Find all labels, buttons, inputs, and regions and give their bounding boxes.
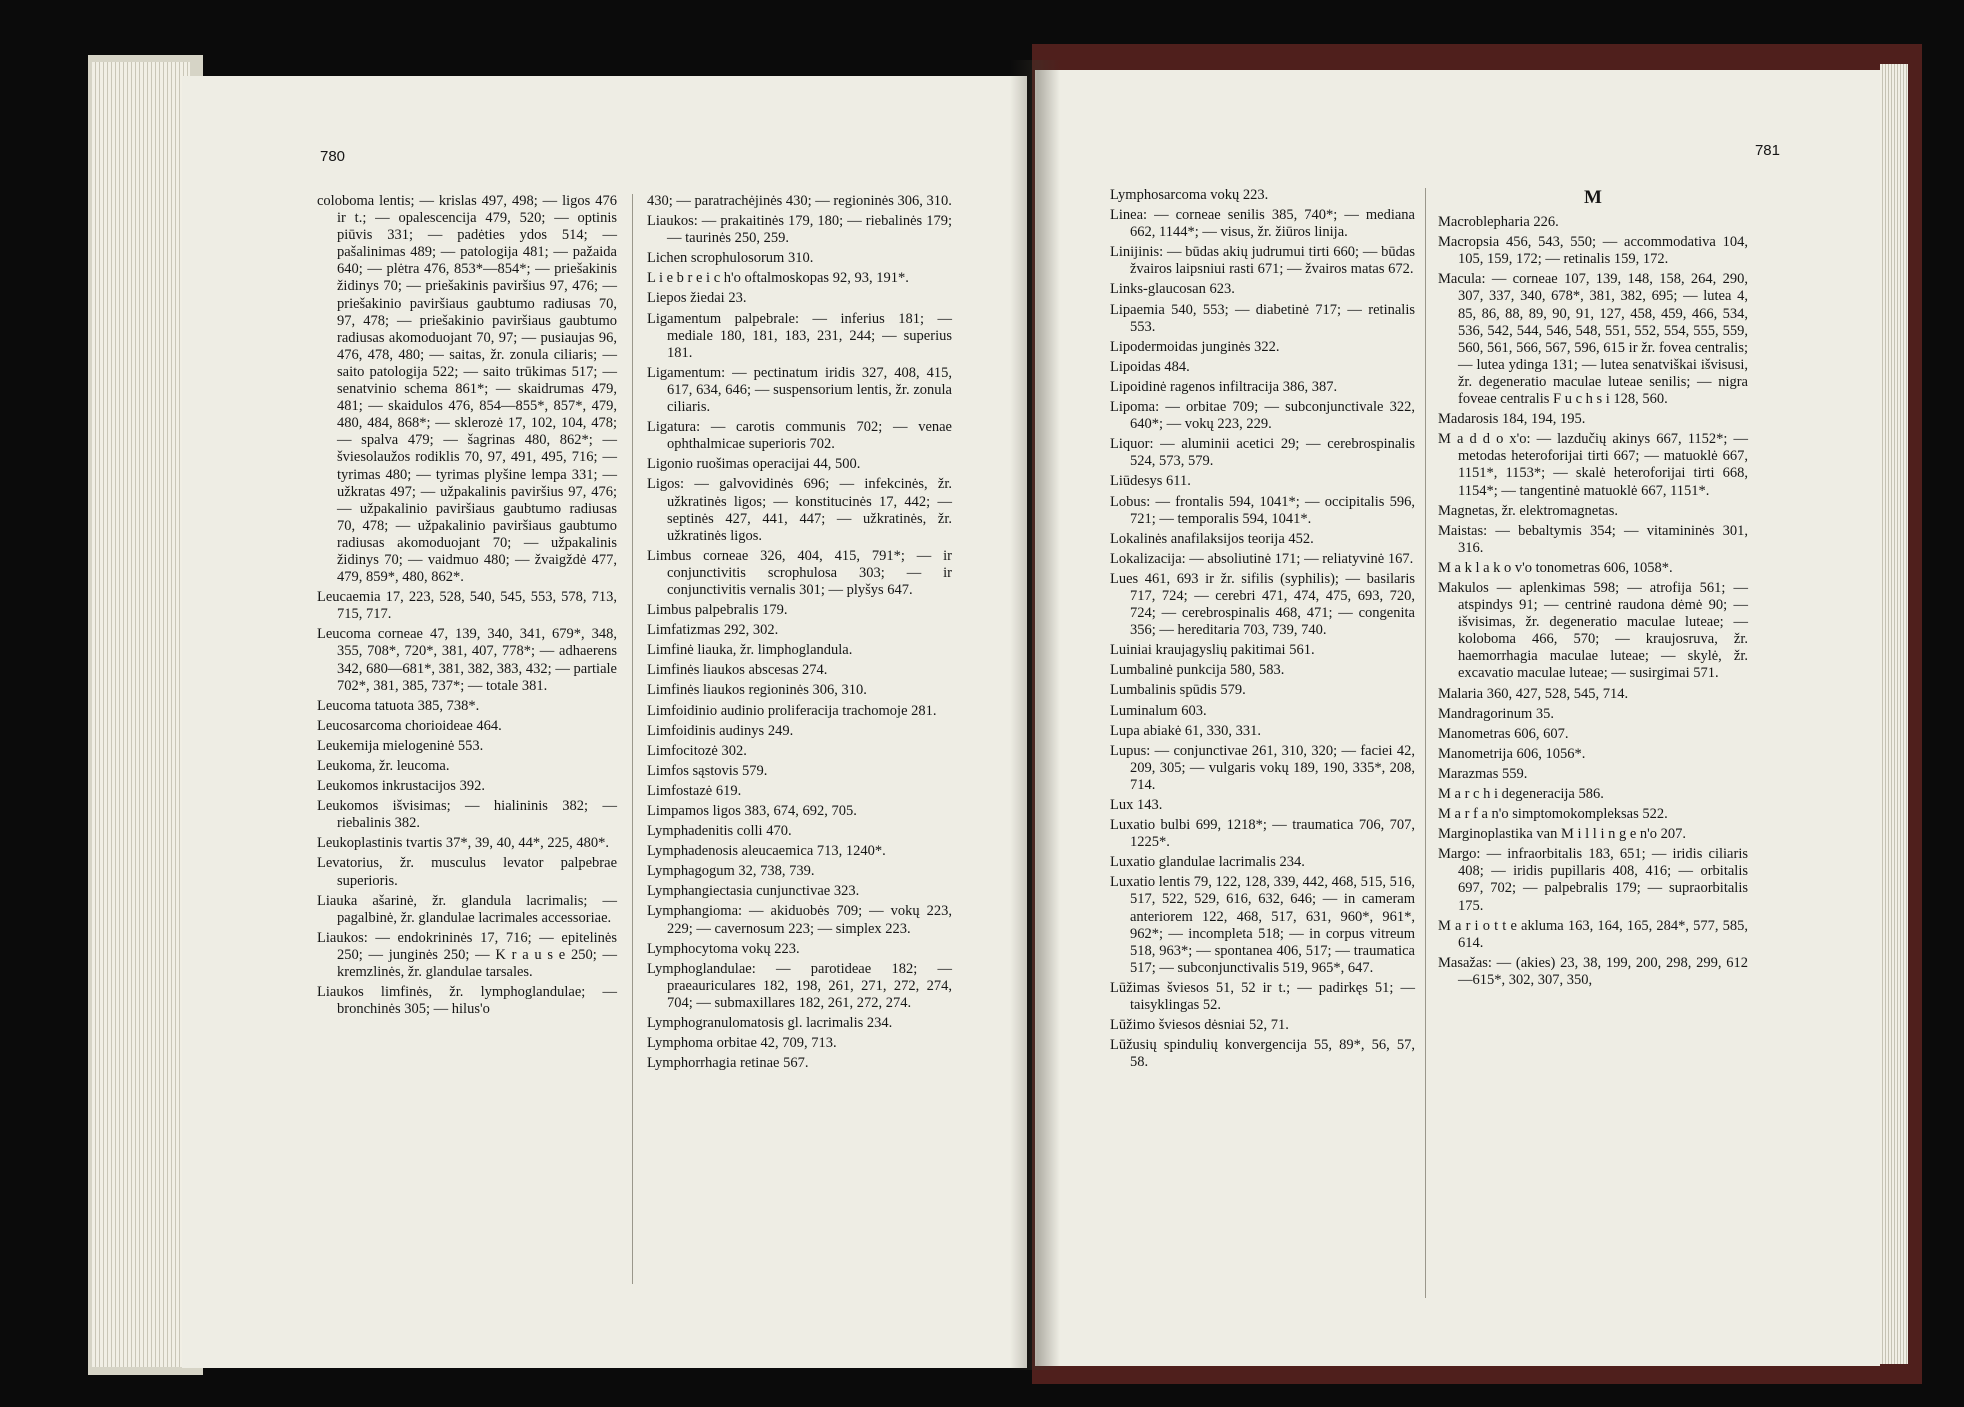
index-entry: Lipodermoidas junginės 322. (1110, 338, 1280, 355)
index-entry: Liaukos: — prakaitinės 179, 180; — riebalinės 179; — taurinės 250, 259. (647, 213, 952, 247)
index-entry: Leucoma tatuota 385, 738*. (317, 697, 480, 714)
index-entry: Limfinės liaukos regioninės 306, 310. (647, 682, 867, 699)
index-entry: Masažas: — (akies) 23, 38, 199, 200, 298, 299, 612—615*, 302, 307, 350, (1438, 954, 1748, 988)
index-entry: Linijinis: — būdas akių judrumui tirti 660; — būdas žvairos laipsniui rasti 671; — žvairos matas 672. (1110, 244, 1415, 278)
index-entry: Ligatura: — carotis communis 702; — venae ophthalmicae superioris 702. (647, 419, 952, 453)
page-number: 780 (320, 148, 346, 165)
index-entry: Leucaemia 17, 223, 528, 540, 545, 553, 578, 713, 715, 717. (317, 589, 617, 623)
index-entry: Lumbalinė punkcija 580, 583. (1110, 662, 1285, 679)
index-entry: M a r c h i degeneracija 586. (1438, 786, 1604, 802)
index-column (317, 193, 617, 1021)
index-entry: Leucosarcoma chorioideae 464. (317, 717, 502, 734)
index-entry: Luiniai kraujagyslių pakitimai 561. (1110, 642, 1315, 659)
index-entry: Lokalizacija: — absoliutinė 171; — reliatyvinė 167. (1110, 550, 1414, 567)
index-entry: Marazmas 559. (1438, 765, 1528, 782)
index-entry: Limfos sąstovis 579. (647, 762, 768, 779)
index-entry: Limfoidinis audinys 249. (647, 722, 794, 739)
index-entry: Lupa abiakė 61, 330, 331. (1110, 722, 1262, 739)
index-entry: Lymphogranulomatosis gl. lacrimalis 234. (647, 1015, 893, 1032)
column-rule (632, 194, 633, 1284)
index-entry: Liquor: — aluminii acetici 29; — cerebrospinalis 524, 573, 579. (1110, 436, 1415, 470)
index-entry: Lokalinės anafilaksijos teorija 452. (1110, 530, 1314, 547)
book-gutter (1010, 60, 1060, 1370)
index-entry: Limbus corneae 326, 404, 415, 791*; — ir conjunctivitis scrophulosa 303; — ir conjunctivitis vernalis 301; — plyšys 647. (647, 547, 952, 598)
index-entry: Lūžimas šviesos 51, 52 ir t.; — padirkęs 51; — taisyklingas 52. (1110, 979, 1415, 1014)
index-entry: Liūdesys 611. (1110, 473, 1191, 490)
index-entry: Limfoidinio audinio proliferacija trachomoje 281. (647, 702, 937, 719)
index-entry: Marginoplastika van M i l l i n g e n'o 207. (1438, 826, 1687, 843)
index-entry: Ligonio ruošimas operacijai 44, 500. (647, 456, 861, 473)
page-number: 781 (1754, 142, 1780, 159)
page-edges-left (92, 62, 190, 1367)
right-page (1035, 70, 1880, 1366)
index-entry: Ligamentum: — pectinatum iridis 327, 408, 415, 617, 634, 646; — suspensorium lentis, žr. zonula ciliaris. (647, 364, 952, 416)
index-entry: M a k l a k o v'o tonometras 606, 1058*. (1438, 559, 1673, 576)
index-entry: Magnetas, žr. elektromagnetas. (1438, 502, 1618, 519)
index-entry: Malaria 360, 427, 528, 545, 714. (1438, 685, 1629, 702)
index-entry: Luxatio bulbi 699, 1218*; — traumatica 706, 707, 1225*. (1110, 817, 1415, 851)
index-entry: Limpamos ligos 383, 674, 692, 705. (647, 803, 857, 819)
index-entry: Makulos — aplenkimas 598; — atrofija 561; — atspindys 91; — centrinė raudona dėmė 90; — išvisimas, žr. degeneratio maculae luteae; — koloboma 466, 570; — kraujosruva, žr. haemorrhagia maculae luteae; — skylė, žr. excavatio maculae luteae; — susirgimai 571. (1438, 579, 1748, 682)
index-entry: Lipaemia 540, 553; — diabetinė 717; — retinalis 553. (1110, 301, 1415, 335)
index-entry: Luminalum 603. (1110, 702, 1207, 719)
left-page (182, 76, 1027, 1368)
index-entry: Liaukos: — endokrininės 17, 716; — epitelinės 250; — junginės 250; — K r a u s e 250; — kremzlinės, žr. glandulae tarsales. (317, 929, 617, 981)
index-entry: Macropsia 456, 543, 550; — accommodativa 104, 105, 159, 172; — retinalis 159, 172. (1438, 234, 1748, 268)
index-entry: Lūžimo šviesos dėsniai 52, 71. (1110, 1017, 1289, 1034)
index-entry: Limfatizmas 292, 302. (647, 622, 779, 639)
index-entry: Liepos žiedai 23. (647, 290, 747, 307)
index-entry: Lymphadenosis aleucaemica 713, 1240*. (647, 843, 886, 860)
index-entry: Manometras 606, 607. (1438, 725, 1569, 742)
index-entry: Lymphadenitis colli 470. (647, 823, 792, 840)
index-entry: coloboma lentis; — krislas 497, 498; — ligos 476 ir t.; — opalescencija 479, 520; — optinis piūvis 331; — padėties ydos 514; — pašalinimas 489; — patologija 481; — pažaida 640; — plėtra 476, 853*—854*; — priešakinis židinys 70; — priešakinis paviršius 97, 476; — priešakinio paviršiaus gaubtumo radiusas 70, 97, 478; — priešakinio paviršiaus gaubtumo radiusas akomoduojant 70, 97; — pusiaujas 96, 476, 478, 480; — saitas, žr. zonula ciliaris; — saito patologija 522; — saito trūkimas 517; — senatvinio schema 861*; — skaidrumas 479, 481; — skaidulos 476, 854—855*, 857*, 479, 480, 484, 868*; — sklerozė 17, 102, 104, 478; — spalva 479; — šagrinas 480, 862*; — šviesolaužos rodiklis 70, 97, 491, 495, 716; — tyrimas 480; — tyrimas plyšine lempa 331; — užkratas 497; — užpakalinis paviršius 97, 476; — užpakalinio paviršiaus gaubtumo radiusas 70, 478; — užpakalinio paviršiaus gaubtumo radiusas akomoduojant 70; — užpakalinis židinys 70; — vaidmuo 480; — žvaigždė 477, 479, 859*, 480, 862*. (317, 193, 617, 586)
index-entry: Lymphoma orbitae 42, 709, 713. (647, 1035, 837, 1052)
index-entry: Luxatio glandulae lacrimalis 234. (1110, 854, 1305, 871)
index-entry: Levatorius, žr. musculus levator palpebrae superioris. (317, 855, 617, 889)
index-entry: Lichen scrophulosorum 310. (647, 250, 814, 267)
index-column (1110, 187, 1415, 1074)
section-letter: M (1584, 187, 1602, 208)
index-entry: Lobus: — frontalis 594, 1041*; — occipitalis 596, 721; — temporalis 594, 1041*. (1110, 493, 1415, 527)
index-column (647, 193, 952, 1075)
index-column (1438, 187, 1748, 992)
index-entry: Lues 461, 693 ir žr. sifilis (syphilis); — basilaris 717, 724; — cerebri 471, 474, 475, 693, 720, 724; — cerebrospinalis 468, 471; — congenita 356; — hereditaria 703, 739, 740. (1110, 570, 1415, 639)
index-entry: Lymphosarcoma vokų 223. (1110, 187, 1269, 203)
index-entry: 430; — paratrachėjinės 430; — regioninės 306, 310. (647, 193, 952, 209)
index-entry: Lumbalinis spūdis 579. (1110, 682, 1246, 699)
index-entry: Lipoidas 484. (1110, 358, 1190, 375)
page-edges-right (1880, 64, 1908, 1364)
index-entry: Leukemija mielogeninė 553. (317, 737, 484, 754)
index-entry: M a d d o x'o: — lazdučių akinys 667, 1152*; — metodas heteroforijai tirti 667; — matuoklė 667, 1151*, 1153*; — skalė heteroforijai tirti 668, 1154*; — tangentinė matuoklė 667, 1151*. (1438, 431, 1748, 499)
index-entry: Lipoma: — orbitae 709; — subconjunctivale 322, 640*; — vokų 223, 229. (1110, 399, 1415, 433)
index-entry: Margo: — infraorbitalis 183, 651; — iridis ciliaris 408; — iridis pupillaris 408, 416; — orbitalis 697, 702; — palpebralis 179; — supraorbitalis 175. (1438, 846, 1748, 914)
index-entry: Liauka ašarinė, žr. glandula lacrimalis; — pagalbinė, žr. glandulae lacrimales accessoriae. (317, 892, 617, 926)
index-entry: Ligamentum palpebrale: — inferius 181; — mediale 180, 181, 183, 231, 244; — superius 181. (647, 310, 952, 361)
index-entry: Lymphangiectasia cunjunctivae 323. (647, 883, 860, 900)
index-entry: Macula: — corneae 107, 139, 148, 158, 264, 290, 307, 337, 340, 678*, 381, 382, 695; — lutea 4, 85, 86, 88, 89, 90, 91, 127, 458, 459, 466, 534, 536, 542, 544, 546, 548, 551, 552, 554, 555, 559, 560, 561, 566, 567, 596, 615 ir žr. fovea centralis; — lutea ydinga 131; — lutea senatviškai išvisusi, žr. degeneratio maculae luteae senilis; — nigra foveae centralis F u c h s i 128, 560. (1438, 271, 1748, 408)
index-entry: Lymphoglandulae: — parotideae 182; — praeauriculares 182, 198, 261, 271, 272, 274, 704; — submaxillares 182, 261, 272, 274. (647, 960, 952, 1011)
index-entry: M a r f a n'o simptomokompleksas 522. (1438, 806, 1668, 823)
index-entry: Luxatio lentis 79, 122, 128, 339, 442, 468, 515, 516, 517, 522, 529, 616, 632, 646; — in cameram anteriorem 122, 468, 517, 631, 960*, 961*, 962*; — incompleta 518; — in corpus vitreum 518, 963*; — spontanea 406, 517; — traumatica 517; — subconjunctivalis 519, 965*, 647. (1110, 874, 1415, 976)
index-entry: Liaukos limfinės, žr. lymphoglandulae; — bronchinės 305; — hilus'o (317, 984, 617, 1018)
index-entry: Lymphangioma: — akiduobės 709; — vokų 223, 229; — cavernosum 223; — simplex 223. (647, 903, 952, 937)
index-entry: Lymphorrhagia retinae 567. (647, 1055, 809, 1072)
index-entry: Limbus palpebralis 179. (647, 602, 788, 619)
index-entry: Maistas: — bebaltymis 354; — vitamininės 301, 316. (1438, 522, 1748, 556)
index-entry: L i e b r e i c h'o oftalmoskopas 92, 93, 191*. (647, 270, 909, 287)
index-entry: Linea: — corneae senilis 385, 740*; — mediana 662, 1144*; — visus, žr. žiūros linija. (1110, 207, 1415, 241)
index-entry: Lipoidinė ragenos infiltracija 386, 387. (1110, 378, 1338, 395)
index-entry: Lūžusių spindulių konvergencija 55, 89*, 56, 57, 58. (1110, 1037, 1415, 1071)
index-entry: Lupus: — conjunctivae 261, 310, 320; — faciei 42, 209, 305; — vulgaris vokų 189, 190, 335*, 208, 714. (1110, 742, 1415, 793)
index-entry: Links-glaucosan 623. (1110, 281, 1235, 298)
index-entry: Leukoma, žr. leucoma. (317, 758, 450, 774)
index-entry: Lymphagogum 32, 738, 739. (647, 863, 815, 880)
index-entry: Manometrija 606, 1056*. (1438, 745, 1586, 762)
index-entry: Madarosis 184, 194, 195. (1438, 411, 1586, 428)
index-entry: Lymphocytoma vokų 223. (647, 940, 800, 957)
index-entry: Limfinės liaukos abscesas 274. (647, 662, 828, 679)
index-entry: M a r i o t t e akluma 163, 164, 165, 284*, 577, 585, 614. (1438, 917, 1748, 951)
index-entry: Limfinė liauka, žr. limphoglandula. (647, 642, 853, 659)
index-entry: Limfostazė 619. (647, 782, 742, 799)
index-entry: Leukomos inkrustacijos 392. (317, 778, 485, 795)
column-rule (1425, 188, 1426, 1298)
index-entry: Lux 143. (1110, 797, 1163, 813)
index-entry: Macroblepharia 226. (1438, 214, 1559, 231)
index-entry: Leukoplastinis tvartis 37*, 39, 40, 44*, 225, 480*. (317, 835, 609, 852)
index-entry: Ligos: — galvovidinės 696; — infekcinės, žr. užkratinės ligos; — konstitucinės 17, 442; — septinės 427, 441, 447; — užkratinės, žr. užkratinės ligos. (647, 476, 952, 544)
index-entry: Leukomos išvisimas; — hialininis 382; — riebalinis 382. (317, 798, 617, 832)
index-entry: Mandragorinum 35. (1438, 705, 1554, 722)
index-entries (1438, 214, 1748, 989)
index-entry: Limfocitozė 302. (647, 742, 747, 759)
index-entry: Leucoma corneae 47, 139, 340, 341, 679*, 348, 355, 708*, 720*, 381, 407, 778*; — adhaerens 342, 680—681*, 381, 382, 383, 432; — partiale 702*, 381, 385, 737*; — totale 381. (317, 626, 617, 694)
